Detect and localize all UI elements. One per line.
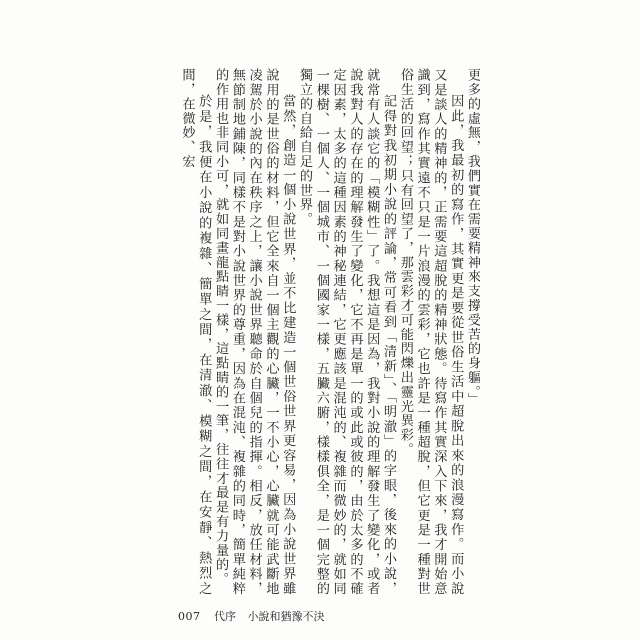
page-number: 007 [178, 610, 201, 623]
chapter-title: 小說和猶豫不決 [247, 610, 325, 623]
paragraph: 當然，創造一個小說世界，並不比建造一個世俗世界更容易，因為小說世界雖說用的是世俗的材料，但它全來自一個主觀的心臟，一不小心，心臟就可能武斷地凌駕於小說的內在秩序之上，讓小說世界聽命於自個兒的指揮。相反，放任材料，無節制地鋪陳，同樣不是對小說世界的尊重，因為在混沌、複雜的同時，簡單純粹的作用也非同小可，就如同畫龍點睛一樣，這點睛的一筆，往往才最是有力量的。 [213, 68, 296, 596]
page-footer [178, 608, 325, 624]
paragraph: 記得對我初期小說的評論，常可看到「清新」、「明澈」的字眼，後來的小說，就常有人談它的「模糊性」了。我想這是因為，我對小說的理解發生了變化，或者說我對人的存在的理解發生了變化，它不再是單一的或此或彼的，由於太多的不確定因素，太多的這種因素的神秘連結，它更應該是混沌的、複雜而微妙的，就如同一棵樹、一個人、一個城市、一個國家一樣，五臟六腑，樣樣俱全，是一個完整的獨立的自給自足的世界。 [297, 68, 397, 596]
chapter-label: 代序 [214, 610, 236, 623]
paragraph: 因此，我最初的寫作，其實更是要從世俗生活中超脫出來的浪漫寫作。而小說又是談人的精神的，正需要這超脫的精神狀態。待寫作其實深入下來，我才開始意識到，寫作其實遠不只是一片浪漫的雲彩，它也許是一種超脫，但它更是一種對世俗生活的回望；只有回望了，那雲彩才可能閃爍出靈光異彩。 [397, 68, 464, 596]
paragraph-continuation: 更多的虛無，我們實在需要精神來支撐受苦的身軀。」 [465, 68, 480, 407]
paragraph: 於是，我便在小說的複雜、簡單之間，在清澈、模糊之間，在安靜、熱烈之間，在微妙、宏 [179, 68, 212, 596]
vertical-text-block [160, 68, 480, 596]
